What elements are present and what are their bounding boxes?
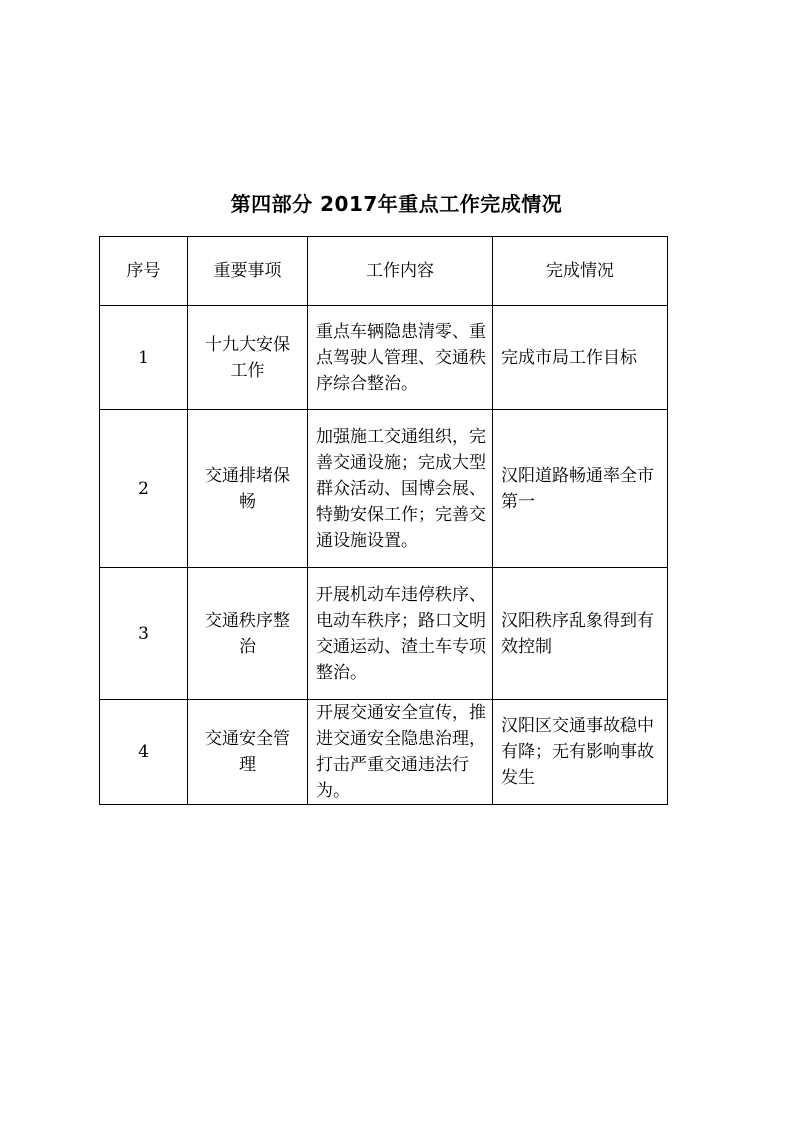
row-status: 汉阳区交通事故稳中有降；无有影响事故发生	[493, 700, 668, 805]
row-number: 3	[100, 568, 188, 700]
row-number: 2	[100, 410, 188, 568]
row-content: 加强施工交通组织，完善交通设施；完成大型群众活动、国博会展、特勤安保工作；完善交通设施设置。	[308, 410, 493, 568]
header-no: 序号	[100, 237, 188, 306]
row-content: 开展机动车违停秩序、电动车秩序；路口文明交通运动、渣土车专项整治。	[308, 568, 493, 700]
row-item: 交通秩序整治	[188, 568, 308, 700]
row-content: 开展交通安全宣传，推进交通安全隐患治理，打击严重交通违法行为。	[308, 700, 493, 805]
header-status: 完成情况	[493, 237, 668, 306]
table-row	[100, 306, 668, 410]
page-title: 第四部分 2017年重点工作完成情况	[230, 192, 563, 216]
row-status: 完成市局工作目标	[493, 306, 668, 410]
header-content: 工作内容	[308, 237, 493, 306]
row-item: 交通排堵保畅	[188, 410, 308, 568]
table-row	[100, 410, 668, 568]
work-summary-table	[99, 236, 668, 805]
row-item: 十九大安保工作	[188, 306, 308, 410]
row-number: 1	[100, 306, 188, 410]
header-item: 重要事项	[188, 237, 308, 306]
row-number: 4	[100, 700, 188, 805]
row-status: 汉阳秩序乱象得到有效控制	[493, 568, 668, 700]
row-status: 汉阳道路畅通率全市第一	[493, 410, 668, 568]
row-item: 交通安全管理	[188, 700, 308, 805]
table-row	[100, 568, 668, 700]
table-header-row	[100, 237, 668, 306]
row-content: 重点车辆隐患清零、重点驾驶人管理、交通秩序综合整治。	[308, 306, 493, 410]
table-row	[100, 700, 668, 805]
